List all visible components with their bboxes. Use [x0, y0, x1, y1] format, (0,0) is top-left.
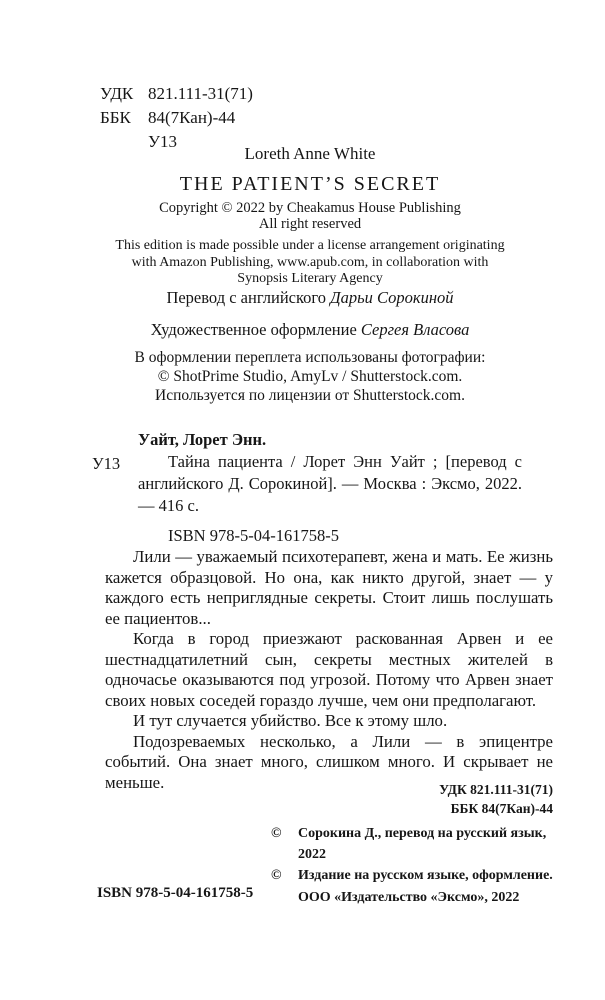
- bottom-codes: [105, 781, 553, 818]
- annotation-paragraph-3: И тут случается убийство. Все к этому шло.: [133, 711, 448, 730]
- udk-row: [100, 82, 253, 106]
- designer-name: Сергея Власова: [360, 320, 470, 339]
- design-credit-prefix: Художественное оформление: [150, 320, 361, 339]
- udk-value: 821.111-31(71): [148, 84, 253, 103]
- copyright-item-lines: [298, 823, 546, 865]
- bbk-label: ББК: [100, 108, 131, 127]
- author-code-value: У13: [148, 132, 178, 151]
- annotation-paragraph-4: Подозреваемых несколько, а Лили — в эпицентре событий. Она знает много, слишком много. И скрывает не меньше.: [105, 731, 553, 792]
- copyright-translation-line-2: 2022: [298, 847, 326, 863]
- copyright-item-translation: [271, 823, 601, 865]
- biblio-code: У13: [92, 454, 121, 473]
- photo-credit-line-2: © ShotPrime Studio, AmyLv / Shutterstock.com.: [157, 368, 463, 385]
- biblio-card: [92, 429, 522, 547]
- bbk-row: [100, 106, 253, 130]
- photo-credit-line-3: Используется по лицензии от Shutterstock.com.: [155, 387, 465, 404]
- copyright-item-lines: [298, 865, 553, 907]
- copyright-item-edition: [271, 865, 601, 907]
- annotation-paragraph-2: Когда в город приезжают раскованная Арвен и ее шестнадцатилетний сын, секреты местных жителей в одночасье оказываются под угрозой. Потому что Арвен знает своих новых соседей гораздо лучше, чем они предполагают.: [105, 629, 553, 710]
- author-name: Loreth Anne White: [244, 144, 376, 163]
- udk-label: УДК: [100, 84, 134, 103]
- isbn-bottom: ISBN 978-5-04-161758-5: [97, 885, 254, 901]
- design-credit: [75, 320, 545, 340]
- book-title: THE PATIENT’S SECRET: [179, 173, 441, 195]
- annotation: [105, 547, 553, 793]
- photo-credit: [75, 348, 545, 405]
- bottom-udk: УДК 821.111-31(71): [439, 782, 553, 797]
- biblio-entry: Тайна пациента / Лорет Энн Уайт ; [перевод с английского Д. Сорокиной]. — Москва : Эксмо, 2022. — 416 с.: [138, 452, 522, 515]
- copyright-line: Copyright © 2022 by Cheakamus House Publishing: [159, 200, 461, 216]
- photo-credit-line-1: В оформлении переплета использованы фотографии:: [134, 349, 486, 366]
- bottom-bbk: ББК 84(7Кан)-44: [450, 800, 553, 816]
- copyright-symbol: ©: [271, 868, 282, 884]
- license-line-3: Synopsis Literary Agency: [237, 271, 383, 286]
- copyright-edition-line-1: Издание на русском языке, оформление.: [298, 868, 553, 884]
- annotation-paragraph-1: Лили — уважаемый психотерапевт, жена и мать. Ее жизнь кажется образцовой. Но она, как никто другой, знает — у каждого есть неприглядные секреты. Стоит лишь послушать ее пациентов...: [105, 547, 553, 628]
- translation-credit: [75, 288, 545, 308]
- bbk-value: 84(7Кан)-44: [148, 108, 236, 127]
- copyright-symbol: ©: [271, 826, 282, 841]
- translation-credit-prefix: Перевод с английского: [166, 288, 331, 307]
- copyright-notices: [271, 823, 601, 908]
- copyright-translation-line-1: Сорокина Д., перевод на русский язык,: [298, 826, 547, 841]
- license-line-1: This edition is made possible under a license arrangement originating: [115, 238, 505, 253]
- biblio-author: Уайт, Лорет Энн.: [138, 430, 267, 449]
- rights-line: All right reserved: [258, 216, 362, 232]
- license-note: [75, 238, 545, 288]
- translator-name: Дарьи Сорокиной: [330, 288, 454, 307]
- copyright-edition-line-2: ООО «Издательство «Эксмо», 2022: [298, 889, 520, 905]
- biblio-isbn: ISBN 978-5-04-161758-5: [168, 526, 339, 545]
- license-line-2: with Amazon Publishing, www.apub.com, in collaboration with: [131, 254, 489, 270]
